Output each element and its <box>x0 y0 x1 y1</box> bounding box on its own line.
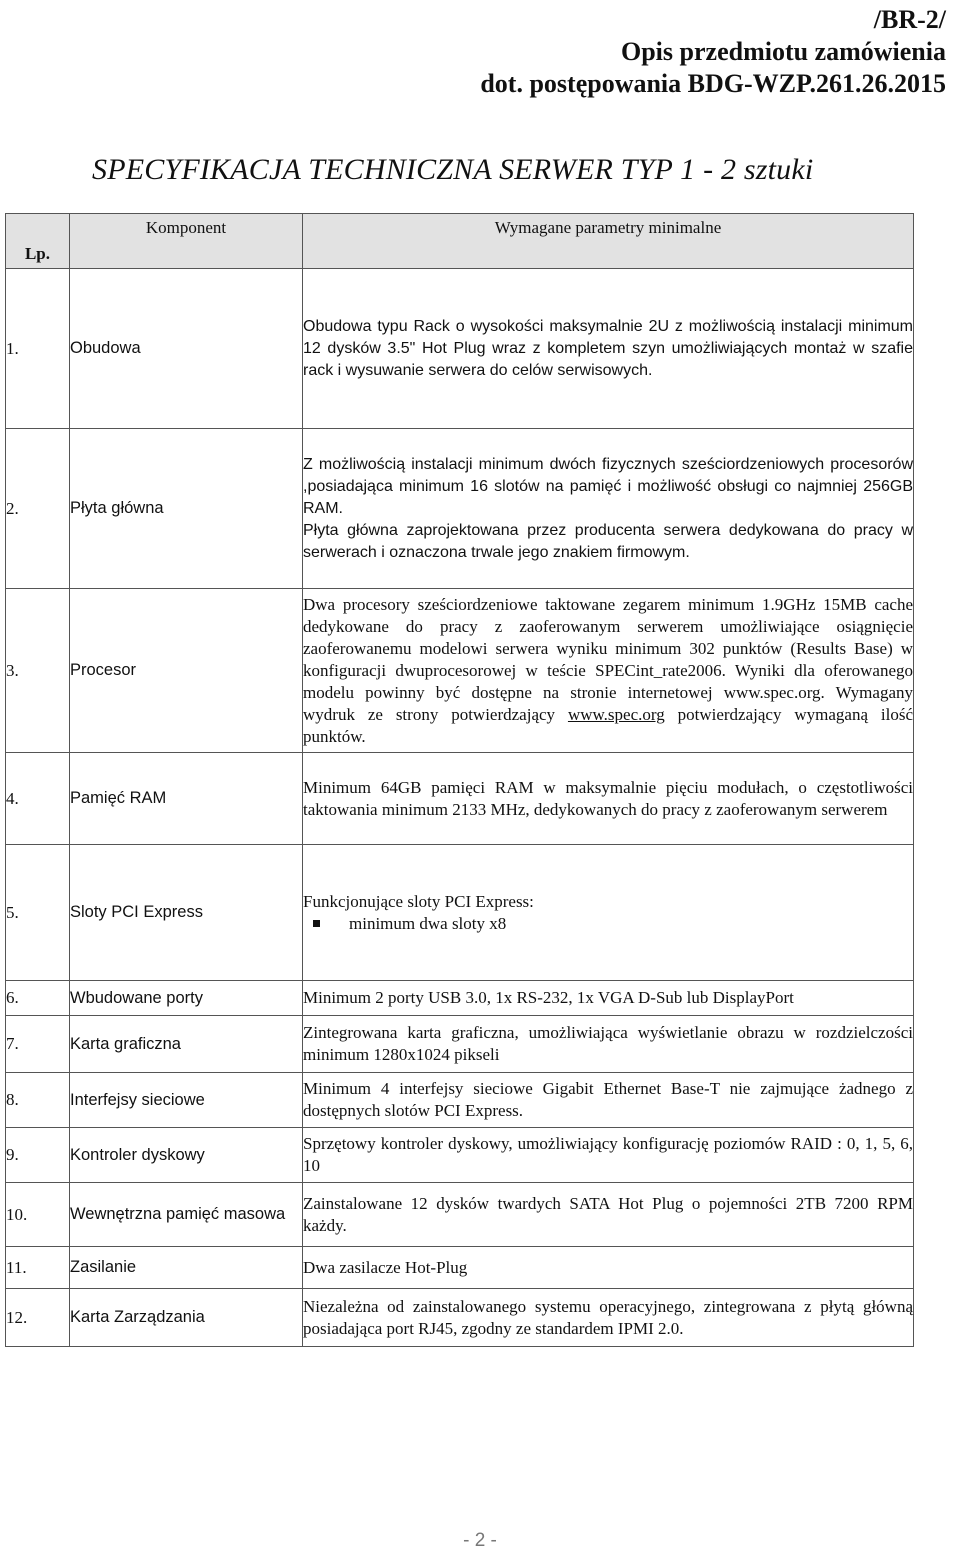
requirement-paragraph: Zainstalowane 12 dysków twardych SATA Hot Plug o pojemności 2TB 7200 RPM każdy. <box>303 1193 913 1235</box>
table-row <box>6 1183 914 1247</box>
column-header-requirements: Wymagane parametry minimalne <box>303 214 914 269</box>
row-number: 8. <box>6 1073 70 1128</box>
row-number: 1. <box>6 269 70 429</box>
requirement-paragraph: Zintegrowana karta graficzna, umożliwiająca wyświetlanie obrazu w rozdzielczości minimum 1280x1024 pikseli <box>303 1023 913 1064</box>
bullet-text: minimum dwa sloty x8 <box>349 913 507 933</box>
requirement-intro: Funkcjonujące sloty PCI Express: <box>303 891 534 911</box>
requirement-text <box>303 1073 914 1128</box>
requirement-bullet-list <box>303 913 913 935</box>
procedure-reference: dot. postępowania BDG-WZP.261.26.2015 <box>480 69 946 98</box>
component-name: Wbudowane porty <box>70 981 303 1016</box>
requirement-text <box>303 845 914 981</box>
requirement-text <box>303 1183 914 1247</box>
requirement-paragraph: Minimum 4 interfejsy sieciowe Gigabit Ethernet Base-T nie zajmujące żadnego z dostępnych slotów PCI Express. <box>303 1079 913 1120</box>
component-name: Zasilanie <box>70 1247 303 1289</box>
table-row <box>6 1289 914 1347</box>
requirement-text <box>303 753 914 845</box>
table-row <box>6 589 914 753</box>
table-row <box>6 981 914 1016</box>
row-number: 11. <box>6 1247 70 1289</box>
requirement-paragraph-end: potwierdzający wymaganą ilość punktów. <box>303 704 913 746</box>
page-title: SPECYFIKACJA TECHNICZNA SERWER TYP 1 - 2 sztuki <box>92 153 814 186</box>
requirement-text <box>303 269 914 429</box>
table-row <box>6 845 914 981</box>
requirement-paragraph: Obudowa typu Rack o wysokości maksymalnie 2U z możliwością instalacji minimum 12 dysków 3.5" Hot Plug wraz z kompletem szyn umożliwiających montaż w szafie rack i wysuwanie serwera do celów serwisowych. <box>303 317 913 379</box>
requirement-text <box>303 1128 914 1183</box>
requirement-paragraph: Minimum 64GB pamięci RAM w maksymalnie pięciu modułach, o częstotliwości taktowania minimum 2133 MHz, dedykowanych do pracy z zaoferowanym serwerem <box>303 777 913 819</box>
component-name: Interfejsy sieciowe <box>70 1073 303 1128</box>
requirement-paragraph: Dwa procesory sześciordzeniowe taktowane zegarem minimum 1.9GHz 15MB cache dedykowane do pracy z zaoferowanym serwerem umożliwiające osiągnięcie zaoferowanemu modelowi serwera wyniku minimum 302 punktów (Results Base) w konfiguracji dwuprocesorowej w teście SPECint_rate2006. Wyniki dla oferowanego modelu powinny być dostępne na stronie internetowej www.spec.org. Wymagany wydruk ze strony potwierdzający <box>303 594 913 724</box>
table-row <box>6 429 914 589</box>
component-name: Wewnętrzna pamięć masowa <box>70 1183 303 1247</box>
component-name: Płyta główna <box>70 429 303 589</box>
square-bullet-icon <box>313 920 320 927</box>
document-code: /BR-2/ <box>873 5 946 34</box>
column-header-lp: Lp. <box>6 214 70 269</box>
table-row <box>6 1016 914 1073</box>
requirement-text <box>303 429 914 589</box>
requirement-text <box>303 1289 914 1347</box>
requirement-paragraph: Z możliwością instalacji minimum dwóch fizycznych sześciordzeniowych procesorów ,posiadająca minimum 16 slotów na pamięć i możliwość obsługi co najmniej 256GB RAM. <box>303 455 913 517</box>
row-number: 4. <box>6 753 70 845</box>
component-name: Karta graficzna <box>70 1016 303 1073</box>
specification-table <box>5 213 914 1347</box>
document-header <box>480 4 946 100</box>
requirement-paragraph: Minimum 2 porty USB 3.0, 1x RS-232, 1x VGA D-Sub lub DisplayPort <box>303 988 794 1007</box>
component-name: Obudowa <box>70 269 303 429</box>
requirement-text <box>303 1247 914 1289</box>
table-header-row <box>6 214 914 269</box>
requirement-paragraph: Niezależna od zainstalowanego systemu operacyjnego, zintegrowana z płytą główną posiadająca port RJ45, zgodny ze standardem IPMI 2.0. <box>303 1296 913 1338</box>
column-header-component: Komponent <box>70 214 303 269</box>
requirement-text <box>303 1016 914 1073</box>
table-row <box>6 1073 914 1128</box>
table-row <box>6 1128 914 1183</box>
row-number: 2. <box>6 429 70 589</box>
row-number: 7. <box>6 1016 70 1073</box>
row-number: 6. <box>6 981 70 1016</box>
row-number: 10. <box>6 1183 70 1247</box>
component-name: Karta Zarządzania <box>70 1289 303 1347</box>
table-row <box>6 1247 914 1289</box>
requirement-text <box>303 589 914 753</box>
row-number: 12. <box>6 1289 70 1347</box>
requirement-text <box>303 981 914 1016</box>
component-name: Kontroler dyskowy <box>70 1128 303 1183</box>
page-number: - 2 - <box>463 1530 497 1551</box>
row-number: 5. <box>6 845 70 981</box>
component-name: Pamięć RAM <box>70 753 303 845</box>
document-subject: Opis przedmiotu zamówienia <box>621 37 946 66</box>
requirement-paragraph: Sprzętowy kontroler dyskowy, umożliwiający konfigurację poziomów RAID : 0, 1, 5, 6, 10 <box>303 1134 913 1175</box>
spec-org-link[interactable]: www.spec.org <box>567 704 665 724</box>
row-number: 3. <box>6 589 70 753</box>
row-number: 9. <box>6 1128 70 1183</box>
component-name: Sloty PCI Express <box>70 845 303 981</box>
requirement-paragraph: Płyta główna zaprojektowana przez producenta serwera dedykowana do pracy w serwerach i oznaczona trwale jego znakiem firmowym. <box>303 521 913 561</box>
component-name: Procesor <box>70 589 303 753</box>
list-item <box>311 913 913 935</box>
table-row <box>6 753 914 845</box>
table-row <box>6 269 914 429</box>
requirement-paragraph: Dwa zasilacze Hot-Plug <box>303 1257 468 1277</box>
